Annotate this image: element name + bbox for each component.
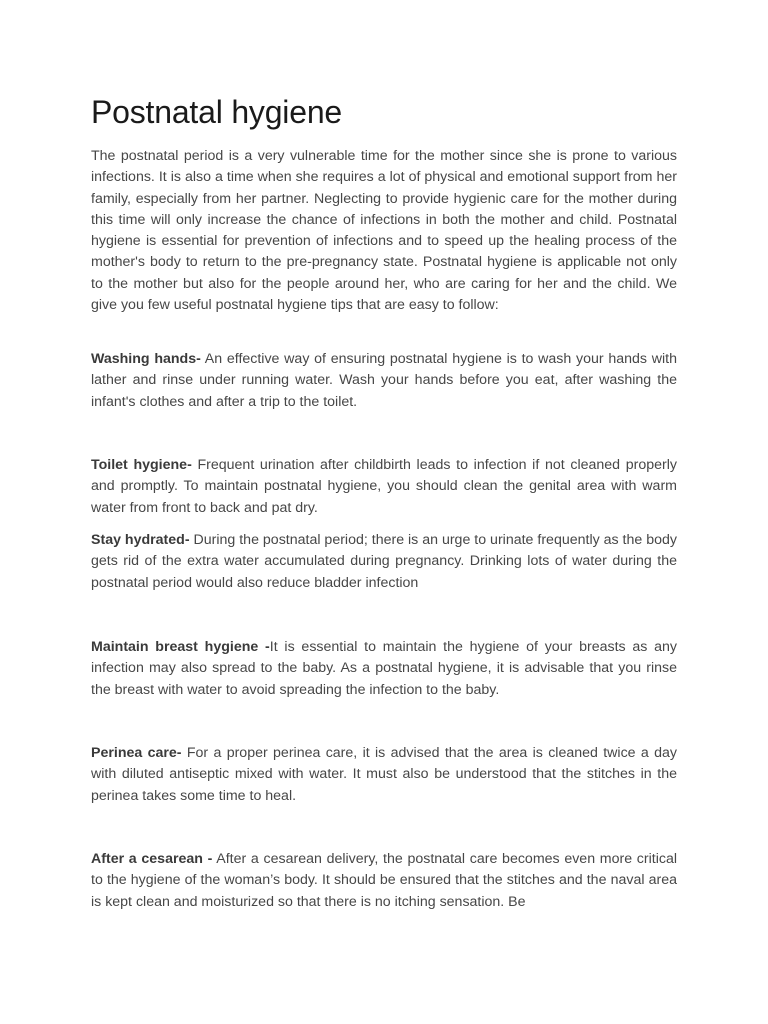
tip-toilet-hygiene <box>91 455 677 519</box>
tip-heading: Perinea care- <box>91 745 182 761</box>
tip-after-cesarean <box>91 849 677 913</box>
tip-heading: After a cesarean - <box>91 851 213 867</box>
tip-heading: Washing hands- <box>91 351 201 367</box>
tip-text: For a proper perinea care, it is advised that the area is cleaned twice a day with diluted antiseptic mixed with water. It must also be understood that the stitches in the perinea takes some time to heal. <box>91 745 677 804</box>
tip-breast-hygiene <box>91 637 677 701</box>
tip-text: During the postnatal period; there is an urge to urinate frequently as the body gets rid of the extra water accumulated during pregnancy. Drinking lots of water during the postnatal period would also reduce bladder infection <box>91 532 677 591</box>
tip-stay-hydrated <box>91 530 677 594</box>
page-title: Postnatal hygiene <box>91 94 343 130</box>
tip-text: After a cesarean delivery, the postnatal care becomes even more critical to the hygiene of the woman’s body. It should be ensured that the stitches and the naval area is kept clean and moisturized so that there is no itching sensation. Be <box>91 851 678 910</box>
tip-text: It is essential to maintain the hygiene of your breasts as any infection may also spread to the baby. As a postnatal hygiene, it is advisable that you rinse the breast with water to avoid spreading the infection to the baby. <box>91 639 677 698</box>
tip-text: Frequent urination after childbirth leads to infection if not cleaned properly and promptly. To maintain postnatal hygiene, you should clean the genital area with warm water from front to back and pat dry. <box>91 457 677 516</box>
intro-paragraph: The postnatal period is a very vulnerable time for the mother since she is prone to various infections. It is also a time when she requires a lot of physical and emotional support from her family, especially from her partner. Neglecting to provide hygienic care for the mother during this time will only increase the chance of infections in both the mother and child. Postnatal hygiene is essential for prevention of infections and to speed up the healing process of the mother's body to return to the pre-pregnancy state. Postnatal hygiene is applicable not only to the mother but also for the people around her, who are caring for her and the child. We give you few useful postnatal hygiene tips that are easy to follow: <box>91 148 677 314</box>
tip-heading: Toilet hygiene- <box>91 457 192 473</box>
tip-text: An effective way of ensuring postnatal hygiene is to wash your hands with lather and rinse under running water. Wash your hands before you eat, after washing the infant's clothes and after a trip to the toilet. <box>91 351 677 410</box>
tip-heading: Stay hydrated- <box>91 532 190 548</box>
tip-perinea-care <box>91 743 677 807</box>
tip-heading: Maintain breast hygiene - <box>91 639 270 655</box>
tip-washing-hands <box>91 349 677 413</box>
